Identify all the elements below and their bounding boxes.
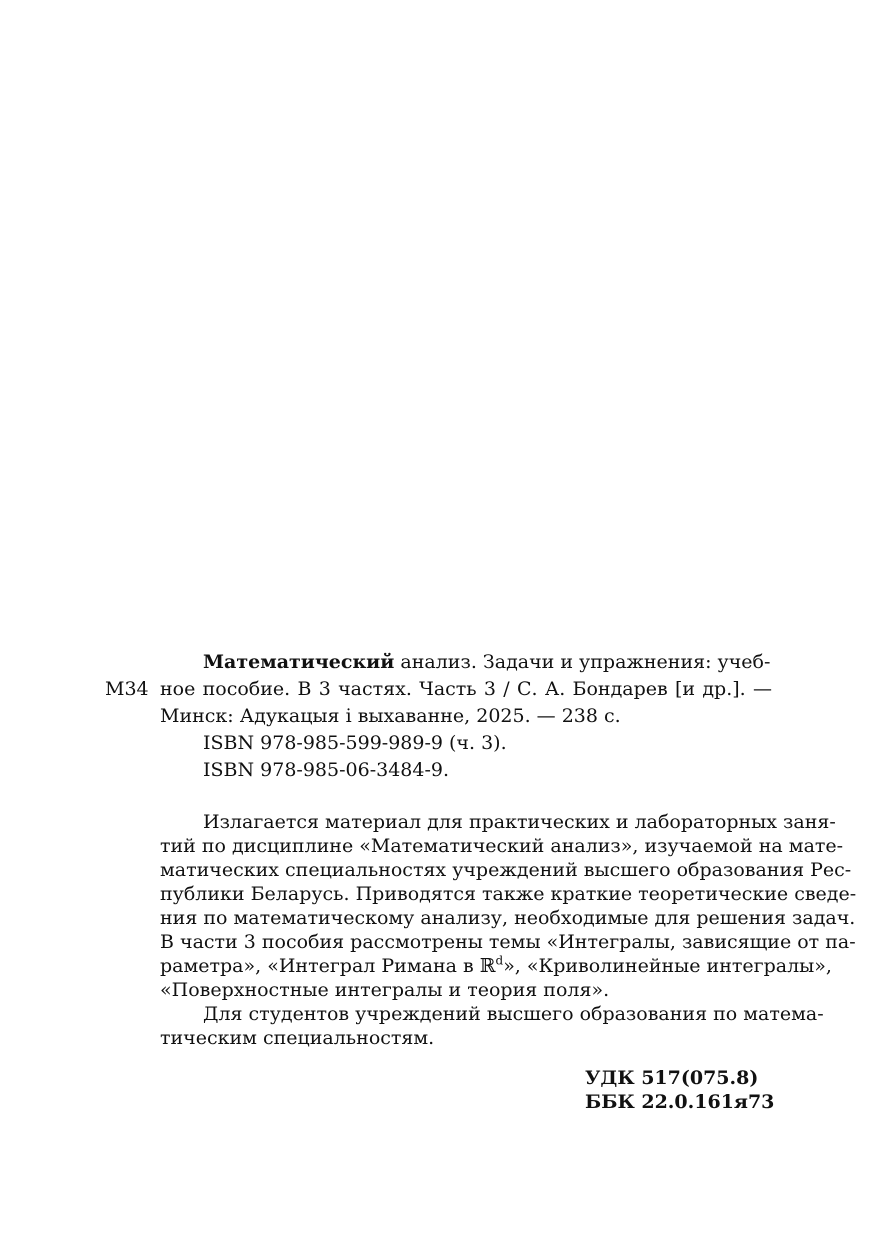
catalog-line-2: ное пособие. В 3 частях. Часть 3 / С. А. Бондарев [и др.]. — <box>160 678 772 700</box>
isbn-part: ISBN 978-985-599-989-9 (ч. 3). <box>203 732 507 754</box>
annotation-line-1: Излагается материал для практических и лабораторных заня- <box>203 811 836 833</box>
isbn-set: ISBN 978-985-06-3484-9. <box>203 759 450 781</box>
annotation-line-6: В части 3 пособия рассмотрены темы «Интегралы, зависящие от па- <box>160 931 856 953</box>
annotation-line-7-after: », «Криволинейные интегралы», <box>503 955 832 977</box>
udk-code: УДК 517(075.8) <box>585 1067 759 1089</box>
author-code: М34 <box>105 678 149 700</box>
annotation-line-2: тий по дисциплине «Математический анализ», изучаемой на мате- <box>160 835 844 857</box>
annotation-line-5: ния по математическому анализу, необходимые для решения задач. <box>160 907 856 929</box>
annotation-line-4: публики Беларусь. Приводятся также краткие теоретические сведе- <box>160 883 857 905</box>
annotation-line-3: матических специальностях учреждений высшего образования Рес- <box>160 859 852 881</box>
catalog-line-1-rest: анализ. Задачи и упражнения: учеб- <box>400 651 771 673</box>
annotation-line-7-before: раметра», «Интеграл Римана в ℝ <box>160 955 496 977</box>
annotation-line-7 <box>160 953 832 978</box>
catalog-line-3: Минск: Адукацыя і выхаванне, 2025. — 238 с. <box>160 705 621 727</box>
bbk-code: ББК 22.0.161я73 <box>585 1091 775 1113</box>
title-bold: Математический <box>203 651 395 673</box>
audience-line-1: Для студентов учреждений высшего образования по матема- <box>203 1003 824 1025</box>
audience-line-2: тическим специальностям. <box>160 1027 435 1049</box>
catalog-line-1 <box>203 650 771 674</box>
annotation-line-8: «Поверхностные интегралы и теория поля». <box>160 979 610 1001</box>
annotation-line-7-sup: d <box>495 953 504 968</box>
